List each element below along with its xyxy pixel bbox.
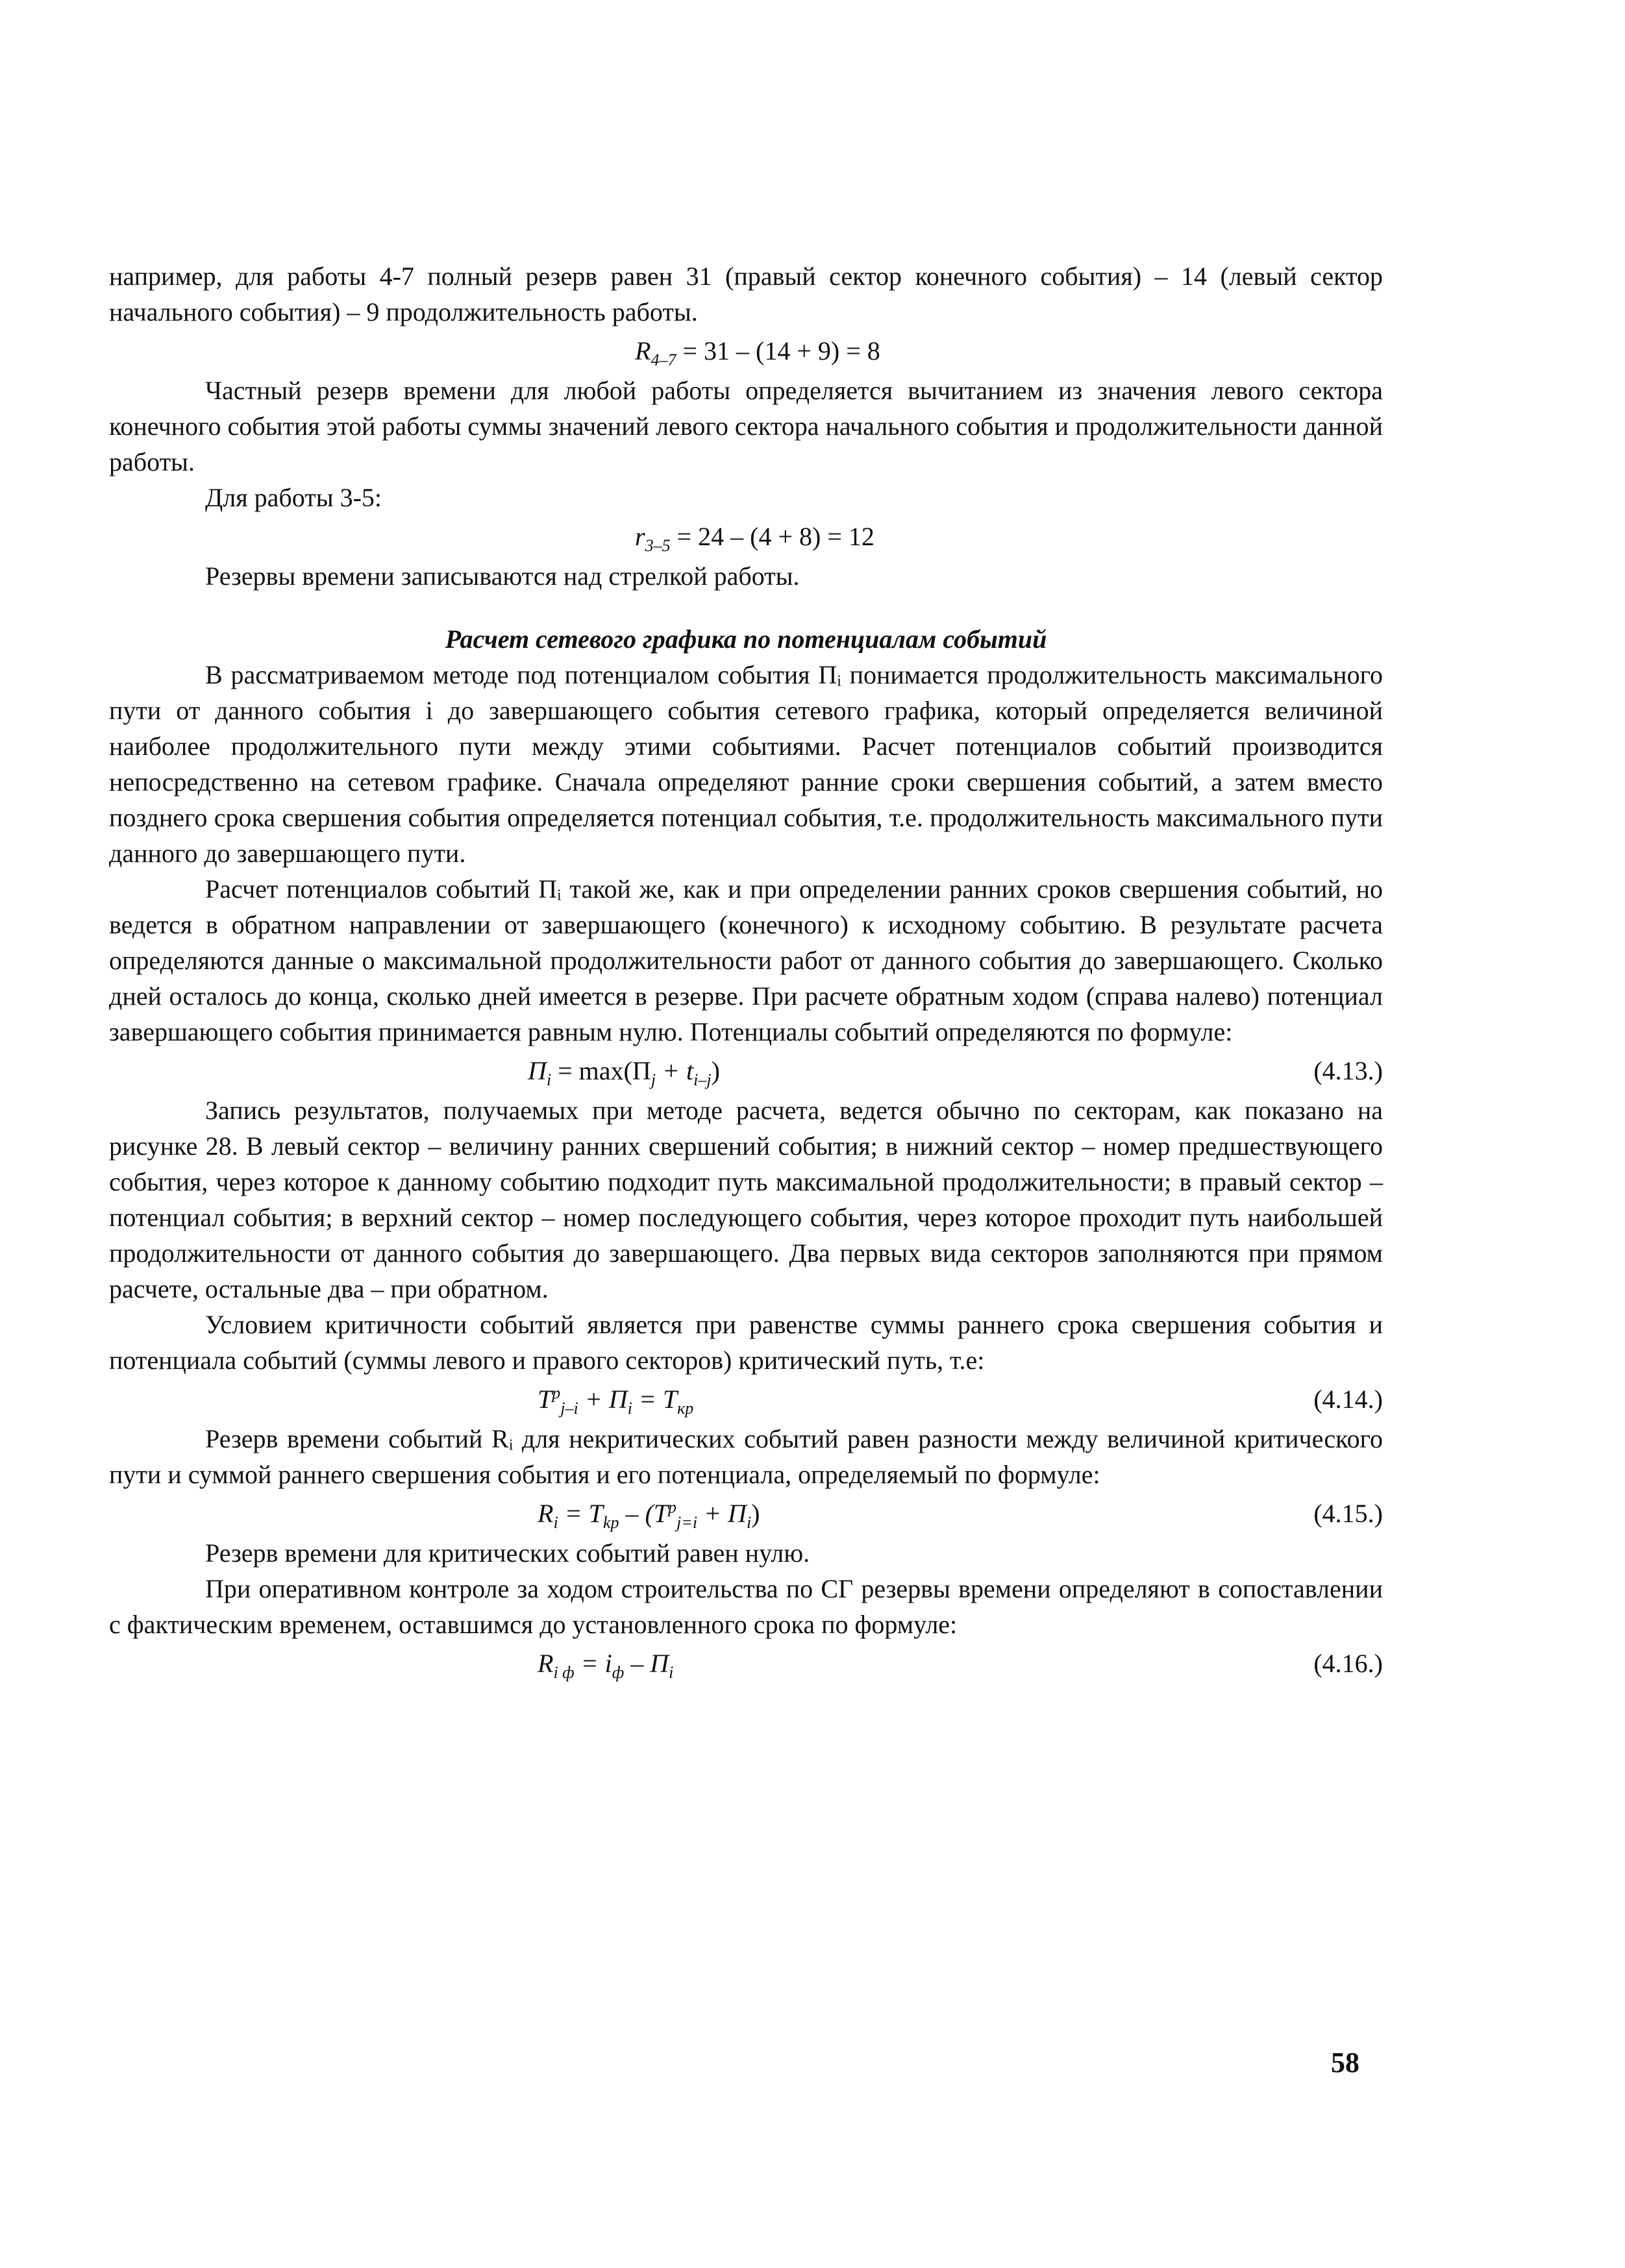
paragraph-2: Частный резерв времени для любой работы определяется вычитанием из значения левого сектора конечного события этой работы суммы значений левого сектора начального события и продолжительности данной работы. <box>109 376 1383 476</box>
formula-4-14 <box>109 1378 1383 1421</box>
document-page <box>109 258 1383 1685</box>
equation-number-4-16: (4.16.) <box>1313 1649 1383 1678</box>
equation-number-4-15: (4.15.) <box>1313 1499 1383 1528</box>
equation-number-4-14: (4.14.) <box>1313 1385 1383 1414</box>
formula-4-15-expression: $R_i = T_{kp} - (T^p_{j=i} + П_i)$ <box>538 1498 760 1532</box>
equation-number-4-13: (4.13.) <box>1313 1056 1383 1085</box>
paragraph-11: При оперативном контроле за ходом строительства по СГ резервы времени определяют в сопоставлении с фактическим временем, оставшимся до установленного срока по формуле: <box>109 1574 1383 1639</box>
formula-r47-expression: $R_{4-7} = 31 - (14 + 9) = 8$ <box>635 336 880 369</box>
paragraph-1: например, для работы 4-7 полный резерв равен 31 (правый сектор конечного события) – 14 (левый сектор начального события) – 9 продолжительность работы. <box>109 262 1383 327</box>
formula-r47 <box>109 330 1383 373</box>
formula-4-16-expression: $R_{i ф} = i_ф - П_i$ <box>538 1649 674 1682</box>
paragraph-5: В рассматриваемом методе под потенциалом события Пᵢ понимается продолжительность максимального пути от данного события i до завершающего события сетевого графика, который определяется величиной наиболее продолжительного пути между этими событиями. Расчет потенциалов событий производится непосредственно на сетевом графике. Сначала определяют ранние сроки свершения событий, а затем вместо позднего срока свершения события определяется потенциал события, т.е. продолжительность максимального пути данного до завершающего пути. <box>109 660 1383 868</box>
formula-r35 <box>109 515 1383 558</box>
formula-4-15 <box>109 1492 1383 1535</box>
section-heading: Расчет сетевого графика по потенциалам событий <box>445 624 1047 654</box>
paragraph-4: Резервы времени записываются над стрелкой работы. <box>205 561 800 591</box>
formula-4-16 <box>109 1642 1383 1685</box>
paragraph-8: Условием критичности событий является при равенстве суммы раннего срока свершения события и потенциала событий (суммы левого и правого секторов) критический путь, т.е: <box>109 1310 1383 1375</box>
paragraph-9: Резерв времени событий Rᵢ для некритических событий равен разности между величиной критического пути и суммой раннего свершения события и его потенциала, определяемый по формуле: <box>109 1424 1383 1489</box>
paragraph-7: Запись результатов, получаемых при методе расчета, ведется обычно по секторам, как показано на рисунке 28. В левый сектор – величину ранних свершений события; в нижний сектор – номер предшествующего события, через которое к данному событию подходит путь максимальной продолжительности; в правый сектор – потенциал события; в верхний сектор – номер последующего события, через которое проходит путь наибольшей продолжительности от данного события до завершающего. Два первых вида секторов заполняются при прямом расчете, остальные два – при обратном. <box>109 1096 1383 1303</box>
page-number: 58 <box>1331 2047 1359 2078</box>
formula-r35-expression: $r_{3-5} = 24 - (4 + 8) = 12$ <box>635 522 875 555</box>
formula-4-13 <box>109 1050 1383 1092</box>
formula-4-13-expression: $П_i = \max(П_j + t_{i-j})$ <box>528 1056 720 1089</box>
formula-4-14-expression: $T^p_{j-i} + П_i = T_{кр}$ <box>538 1383 694 1418</box>
paragraph-10: Резерв времени для критических событий равен нулю. <box>205 1538 810 1568</box>
paragraph-6: Расчет потенциалов событий Пᵢ такой же, как и при определении ранних сроков свершения событий, но ведется в обратном направлении от завершающего (конечного) к исходному событию. В результате расчета определяются данные о максимальной продолжительности работ от данного события до завершающего. Сколько дней осталось до конца, сколько дней имеется в резерве. При расчете обратным ходом (справа налево) потенциал завершающего события принимается равным нулю. Потенциалы событий определяются по формуле: <box>109 874 1383 1046</box>
paragraph-3: Для работы 3-5: <box>205 483 382 512</box>
